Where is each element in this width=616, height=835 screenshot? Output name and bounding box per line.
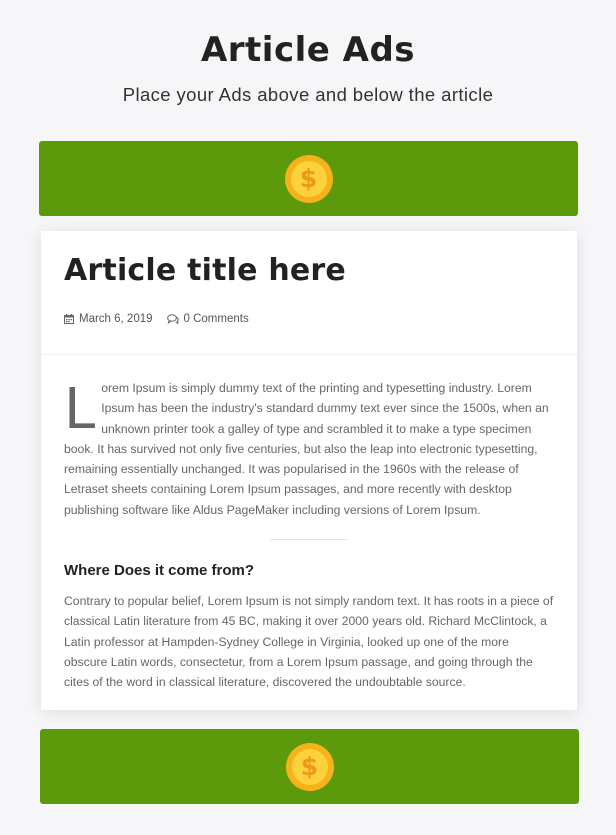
bottom-ad-banner[interactable] — [40, 729, 579, 804]
dollar-coin-icon — [285, 155, 333, 203]
article-date — [64, 313, 153, 325]
coin-symbol: $ — [291, 161, 327, 197]
comments-icon — [167, 314, 179, 324]
calendar-icon — [64, 314, 74, 324]
page-title: Article Ads — [200, 30, 416, 70]
coin-symbol: $ — [292, 749, 328, 785]
drop-cap: L — [64, 377, 96, 442]
section-text: Contrary to popular belief, Lorem Ipsum is not simply random text. It has roots in a piece of classical Latin literature from 45 BC, making it over 2000 years old. Richard McClintock, a Latin professor at Hampden-Sydney College in Virginia, looked up one of the more obscure Latin words, consectetur, from a Lorem Ipsum passage, and going through the cites of the word in classical literature, discovered the undoubtable source. — [64, 594, 554, 690]
page-subtitle: Place your Ads above and below the article — [122, 84, 494, 105]
article-meta — [64, 313, 249, 325]
intro-text: orem Ipsum is simply dummy text of the printing and typesetting industry. Lorem Ipsum has been the industry's standard dummy text ever since the 1500s, when an unknown printer took a galley of type and scrambled it to make a type specimen book. It has survived not only five centuries, but also the leap into electronic typesetting, remaining essentially unchanged. It was popularised in the 1960s with the release of Letraset sheets containing Lorem Ipsum passages, and more recently with desktop publishing software like Aldus PageMaker including versions of Lorem Ipsum. — [64, 381, 549, 517]
date-label: March 6, 2019 — [79, 313, 153, 325]
dollar-coin-icon — [286, 743, 334, 791]
section-heading: Where Does it come from? — [64, 562, 255, 579]
article-title[interactable]: Article title here — [64, 253, 346, 288]
article-intro — [64, 378, 554, 520]
section-divider — [270, 539, 348, 540]
comments-link[interactable] — [167, 313, 249, 325]
top-ad-banner[interactable] — [39, 141, 578, 216]
meta-divider — [41, 354, 577, 355]
comments-label[interactable]: 0 Comments — [183, 313, 249, 325]
article-card — [41, 231, 577, 710]
